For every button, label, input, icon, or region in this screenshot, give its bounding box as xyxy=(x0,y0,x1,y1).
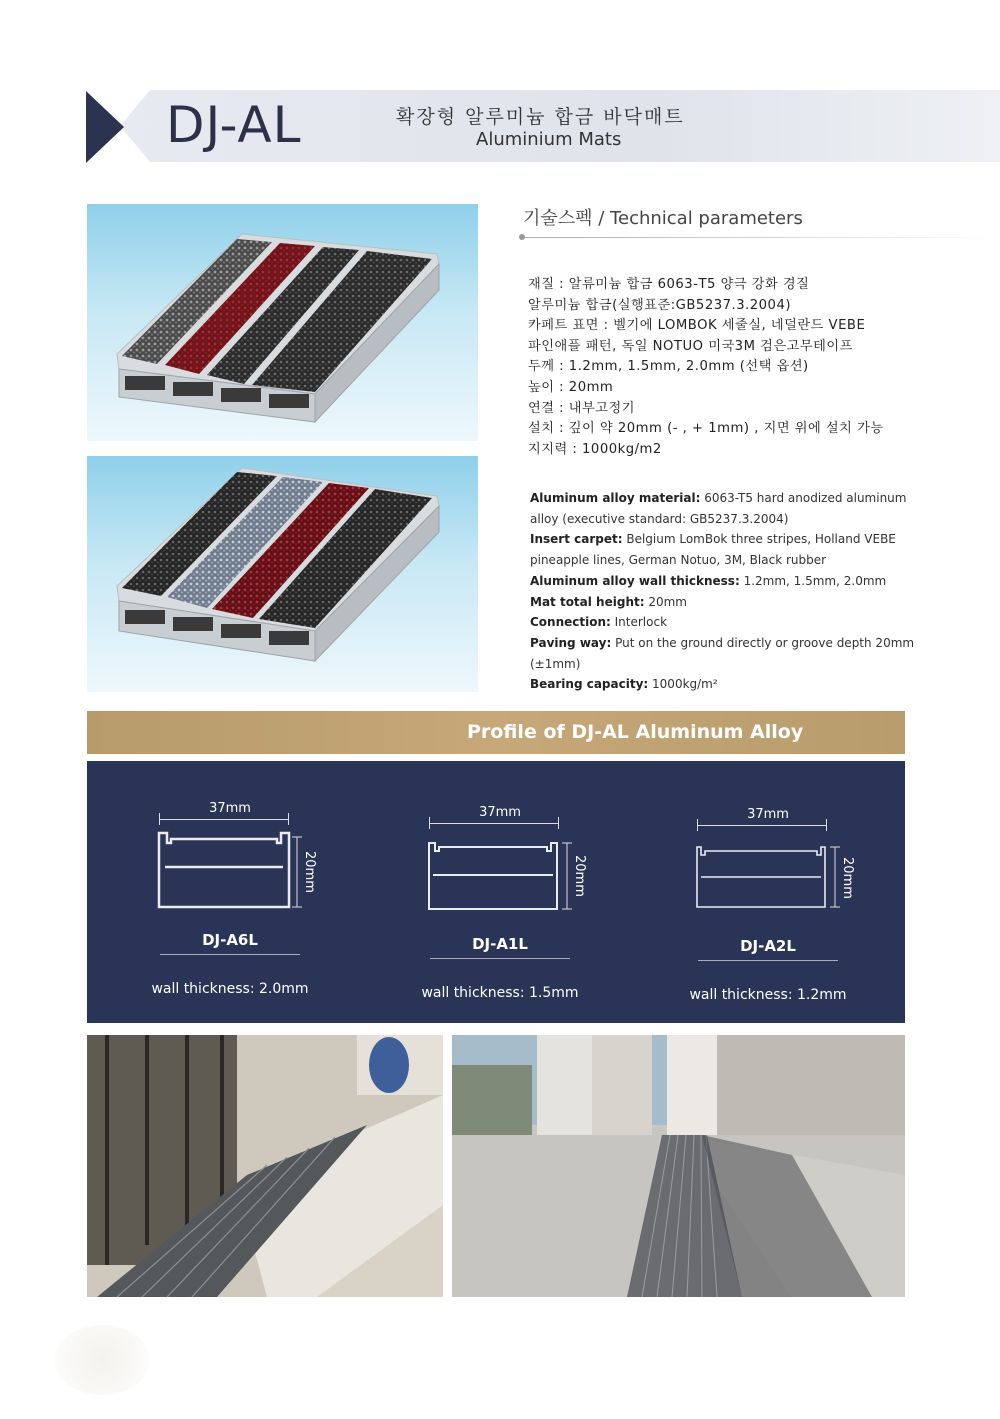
korean-spec-line: 연결 : 내부고정기 xyxy=(528,400,636,416)
spec-label: Connection: xyxy=(530,615,611,630)
korean-spec-line: 카페트 표면 : 벨기에 LOMBOK 세줄실, 네덜란드 VEBE xyxy=(528,318,866,334)
outdoor-scene xyxy=(452,1035,905,1297)
width-dimension-line xyxy=(159,819,289,820)
english-spec-line xyxy=(530,633,930,654)
model-underline xyxy=(698,960,838,961)
spec-value: alloy (executive standard: GB5237.3.2004) xyxy=(530,511,789,526)
width-dimension-line xyxy=(429,823,559,824)
english-spec-line xyxy=(530,488,930,509)
korean-spec-list xyxy=(528,275,968,460)
spec-value: Put on the ground directly or groove depth 20mm xyxy=(611,635,915,650)
korean-spec-line: 지지력 : 1000kg/m2 xyxy=(528,441,662,457)
width-dimension: 37mm xyxy=(209,801,251,816)
english-spec-line xyxy=(530,592,930,613)
spec-label: Mat total height: xyxy=(530,594,645,609)
english-spec-line xyxy=(530,529,930,550)
spec-label: Aluminum alloy material: xyxy=(530,491,701,505)
wall-thickness-label: wall thickness: 1.2mm xyxy=(689,987,847,1003)
tech-divider xyxy=(520,237,1000,238)
english-spec-line xyxy=(530,612,930,633)
width-dimension: 37mm xyxy=(747,807,789,822)
width-dimension: 37mm xyxy=(479,805,521,820)
english-spec-line xyxy=(530,674,930,695)
height-dimension: 20mm xyxy=(302,851,317,893)
tech-divider-dot xyxy=(519,234,525,240)
spec-label: Insert carpet: xyxy=(530,532,623,547)
spec-label: Aluminum alloy wall thickness: xyxy=(530,573,740,588)
decorative-corner xyxy=(55,1325,150,1395)
profile-drawing-a6l xyxy=(155,827,305,911)
spec-value: 20mm xyxy=(644,594,687,609)
profile-drawing-a1l xyxy=(425,831,575,915)
profile-item-a1l xyxy=(421,765,665,1005)
profile-item-a6l xyxy=(151,761,395,1001)
profile-model-name: DJ-A1L xyxy=(472,935,528,953)
profile-model-name: DJ-A2L xyxy=(740,937,796,955)
product-photo-top xyxy=(87,204,478,441)
english-spec-line xyxy=(530,550,930,571)
spec-value: pineapple lines, German Notuo, 3M, Black rubber xyxy=(530,553,827,568)
english-spec-line xyxy=(530,571,930,592)
spec-value: Belgium LomBok three stripes, Holland VEBE xyxy=(622,532,896,547)
korean-spec-line: 알루미늄 합금(실행표준:GB5237.3.2004) xyxy=(528,297,791,313)
model-underline xyxy=(160,954,300,955)
spec-value: 6063-T5 hard anodized aluminum xyxy=(700,491,907,505)
title-korean: 확장형 알루미늄 합금 바닥매트 xyxy=(396,106,685,128)
model-title: DJ-AL xyxy=(166,96,302,154)
profile-item-a2l xyxy=(689,767,933,1007)
english-spec-line xyxy=(530,509,930,530)
korean-spec-line: 설치 : 깊이 약 20mm (- , + 1mm) , 지면 위에 설치 가능 xyxy=(528,421,884,437)
korean-spec-line: 높이 : 20mm xyxy=(528,379,614,395)
mat-illustration-middle xyxy=(87,456,478,692)
height-dimension: 20mm xyxy=(572,855,587,897)
korean-spec-line: 두께 : 1.2mm, 1.5mm, 2.0mm (선택 옵션) xyxy=(528,359,809,375)
profile-title: Profile of DJ-AL Aluminum Alloy xyxy=(467,721,804,743)
title-english: Aluminium Mats xyxy=(476,129,622,150)
korean-spec-line: 파인애플 패턴, 독일 NOTUO 미국3M 검은고무테이프 xyxy=(528,338,853,354)
height-dimension: 20mm xyxy=(840,857,855,899)
wall-thickness-label: wall thickness: 2.0mm xyxy=(151,981,309,997)
english-spec-list xyxy=(530,488,930,695)
entrance-scene xyxy=(87,1035,443,1297)
wall-thickness-label: wall thickness: 1.5mm xyxy=(421,985,579,1001)
spec-value: (±1mm) xyxy=(530,656,581,671)
product-photo-middle xyxy=(87,456,478,692)
header-arrow-icon xyxy=(86,91,124,163)
mat-illustration-top xyxy=(87,204,478,441)
spec-label: Paving way: xyxy=(530,635,612,650)
spec-value: Interlock xyxy=(610,615,668,630)
installation-photo-outdoor xyxy=(452,1035,905,1297)
profile-panel xyxy=(87,761,905,1023)
korean-spec-line: 재질 : 알류미늄 합금 6063-T5 양극 강화 경질 xyxy=(528,277,810,292)
installation-photo-entrance xyxy=(87,1035,443,1297)
profile-model-name: DJ-A6L xyxy=(202,931,258,949)
spec-value: 1000kg/m² xyxy=(648,677,718,692)
tech-heading: 기술스펙 / Technical parameters xyxy=(523,208,803,229)
spec-label: Bearing capacity: xyxy=(530,677,649,692)
width-dimension-line xyxy=(697,825,827,826)
spec-value: 1.2mm, 1.5mm, 2.0mm xyxy=(739,573,887,588)
profile-drawing-a2l xyxy=(693,833,843,917)
english-spec-line xyxy=(530,654,930,675)
model-underline xyxy=(430,958,570,959)
